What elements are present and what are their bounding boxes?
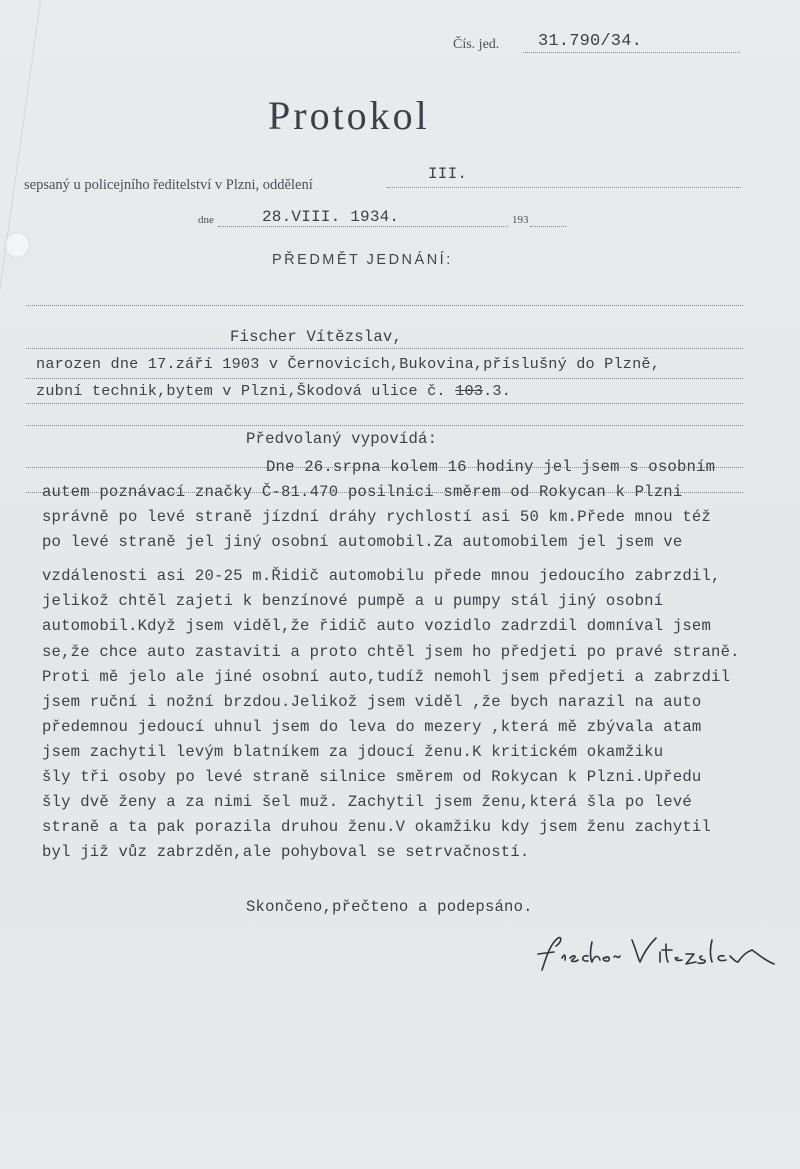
cis-jed-dotline	[523, 52, 740, 53]
person-dotline-2	[26, 378, 743, 379]
statement-line-10: jsem ruční i nožní brzdou.Jelikož jsem viděl ,že bych narazil na auto	[42, 693, 702, 711]
statement-line-13: šly tři osoby po levé straně silnice směrem od Rokycan k Plzni.Upředu	[42, 768, 702, 786]
statement-line-1: Dne 26.srpna kolem 16 hodiny jel jsem s osobním	[266, 458, 716, 476]
statement-line-14: šly dvě ženy a za nimi šel muž. Zachytil jsem ženu,která šla po levé	[42, 793, 692, 811]
punch-hole	[4, 232, 30, 258]
statement-line-12: jsem zachytil levým blatníkem za jdoucí ženu.K kritickém okamžiku	[42, 743, 664, 761]
struck-house-number: 103	[455, 382, 484, 400]
cis-jed-label: Čís. jed.	[453, 37, 500, 52]
person-birth-line: narozen dne 17.září 1903 v Černovicích,Bukovina,příslušný do Plzně,	[36, 355, 661, 373]
oddeleni-value: III.	[428, 165, 468, 183]
statement-heading: Předvolaný vypovídá:	[246, 430, 438, 448]
statement-line-15: straně a ta pak porazila druhou ženu.V okamžiku kdy jsem ženu zachytil	[42, 818, 712, 836]
dne-label: dne	[198, 214, 214, 226]
statement-line-16: byl již vůz zabrzděn,ale pohyboval se setrvačností.	[42, 843, 530, 861]
oddeleni-dotline	[387, 187, 741, 188]
person-address-main: zubní technik,bytem v Plzni,Škodová ulice č.	[36, 382, 446, 400]
statement-line-7: automobil.Když jsem viděl,že řidič auto vozidlo zadrzdil domníval jsem	[42, 617, 712, 635]
paper-crease	[0, 0, 41, 317]
statement-line-9: Proti mě jelo ale jiné osobní auto,tudíž nemohl jsem předjeti a zabrzdil	[42, 668, 731, 686]
signature	[532, 930, 782, 980]
closing-text: Skončeno,přečteno a podepsáno.	[246, 898, 533, 916]
page-title: Protokol	[268, 93, 430, 138]
predmet-label: PŘEDMĚT JEDNÁNÍ:	[272, 252, 453, 268]
person-dotline-4	[26, 425, 743, 426]
house-number-correction: .3.	[483, 382, 512, 400]
person-dotline-1	[26, 348, 743, 349]
person-dotline-3	[26, 403, 743, 404]
year-prefix: 193	[512, 214, 529, 226]
cis-jed-value: 31.790/34.	[538, 32, 643, 51]
statement-line-8: se,že chce auto zastaviti a proto chtěl jsem ho předjeti po pravé straně.	[42, 643, 740, 661]
statement-line-4: po levé straně jel jiný osobní automobil.Za automobilem jel jsem ve	[42, 533, 683, 551]
person-address-line	[36, 382, 511, 400]
statement-line-11: předemnou jedoucí uhnul jsem do leva do mezery ,která mě zbývala atam	[42, 718, 702, 736]
statement-line-5: vzdálenosti asi 20-25 m.Řidič automobilu přede mnou jedoucího zabrzdil,	[42, 567, 721, 585]
date-dotline	[218, 226, 508, 227]
statement-line-2: autem poznávací značky Č-81.470 posilnici směrem od Rokycan k Plzni	[42, 483, 683, 501]
person-name: Fischer Vítězslav,	[230, 328, 403, 346]
date-value: 28.VIII. 1934.	[262, 208, 400, 226]
statement-line-3: správně po levé straně jízdní dráhy rychlostí asi 50 km.Přede mnou též	[42, 508, 712, 526]
statement-line-6: jelikož chtěl zajeti k benzínové pumpě a u pumpy stál jiný osobní	[42, 592, 664, 610]
year-dotline	[530, 226, 566, 227]
sepsany-label: sepsaný u policejního ředitelství v Plzni, oddělení	[24, 177, 313, 193]
predmet-dotline	[26, 305, 743, 306]
